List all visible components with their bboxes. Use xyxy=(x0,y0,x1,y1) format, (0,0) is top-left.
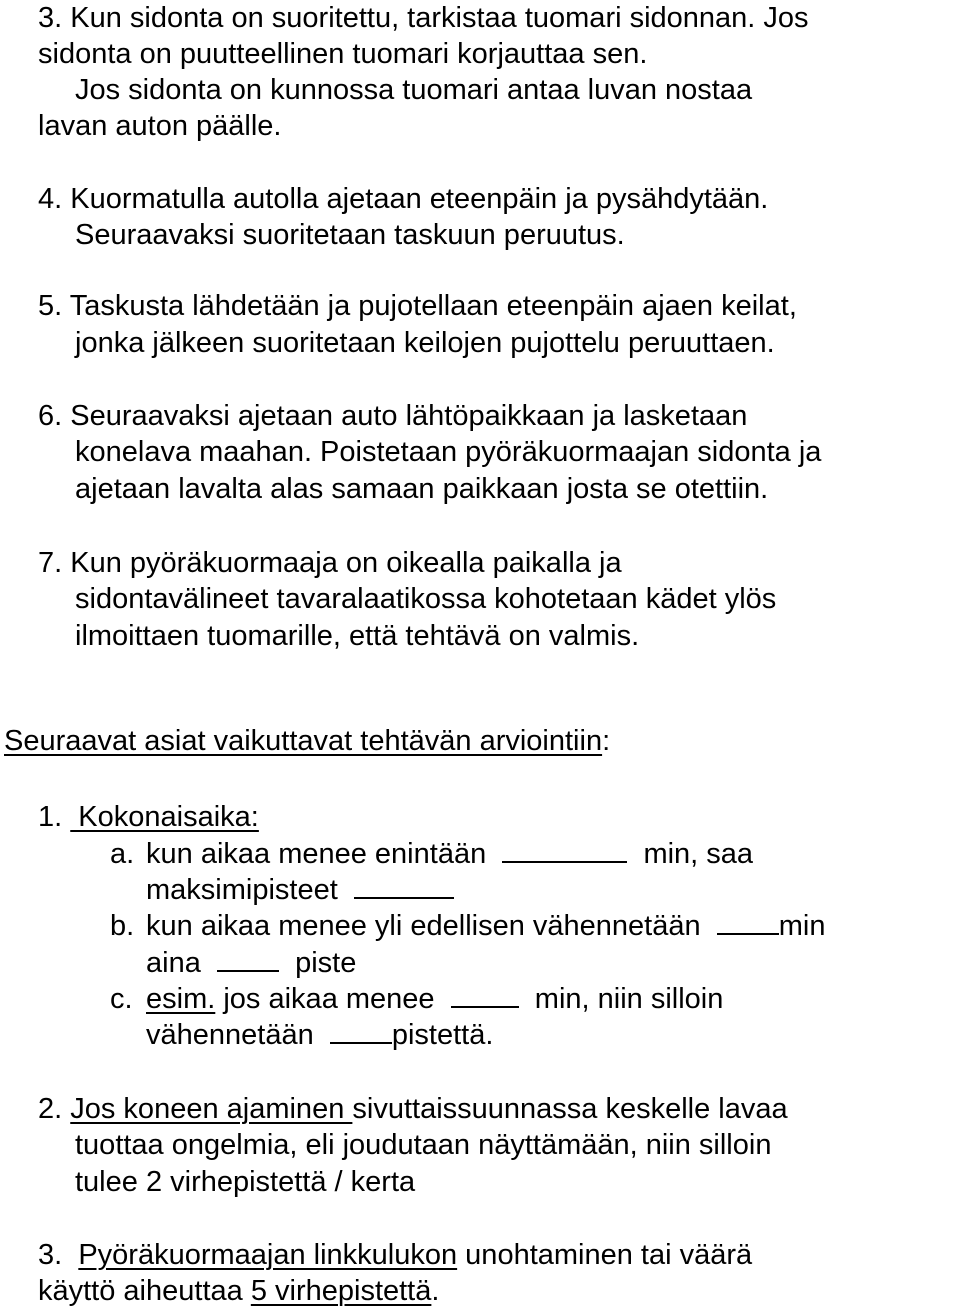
criteria-item-2-number: 2. xyxy=(38,1093,63,1125)
criteria-item-1-title-line xyxy=(38,799,259,835)
criteria-item-1b-text-2-end: piste xyxy=(295,947,357,979)
criteria-item-1a-line-1 xyxy=(146,836,753,872)
criteria-item-3-line-1 xyxy=(38,1237,752,1273)
criteria-item-1b-text-2: aina xyxy=(146,947,201,979)
step-6-line-2: konelava maahan. Poistetaan pyöräkuormaajan sidonta ja xyxy=(75,436,822,468)
criteria-item-1a-label: a. xyxy=(110,838,135,870)
criteria-item-1b-line-2 xyxy=(146,945,356,981)
criteria-item-3-line-2-end: . xyxy=(431,1275,440,1307)
criteria-item-1c-text-2: vähennetään xyxy=(146,1019,314,1051)
criteria-item-3-line-2-start: käyttö aiheuttaa xyxy=(38,1275,251,1307)
criteria-item-1b-text: kun aikaa menee yli edellisen vähennetään xyxy=(146,910,701,942)
example-minutes-blank xyxy=(451,982,519,1008)
criteria-item-1a-text: kun aikaa menee enintään xyxy=(146,838,487,870)
deduction-points-blank xyxy=(217,946,279,972)
criteria-item-1-title: Kokonaisaika: xyxy=(70,801,259,833)
criteria-item-2-rest: sivuttaissuunnassa keskelle lavaa xyxy=(352,1093,788,1125)
step-3-line-2: sidonta on puutteellinen tuomari korjauttaa sen. xyxy=(38,38,648,70)
criteria-item-1c-label: c. xyxy=(110,983,133,1015)
criteria-item-3-rest: unohtaminen tai väärä xyxy=(457,1239,753,1271)
criteria-item-1b-text-end: min xyxy=(778,910,826,942)
minutes-blank xyxy=(502,837,627,863)
criteria-item-1a-text-end: min, saa xyxy=(643,838,754,870)
criteria-item-3-number: 3. xyxy=(38,1239,63,1271)
example-points-blank xyxy=(330,1018,392,1044)
criteria-item-1-number: 1. xyxy=(38,801,63,833)
step-5-line-2: jonka jälkeen suoritetaan keilojen pujottelu peruuttaen. xyxy=(75,327,775,359)
step-3-line-4: lavan auton päälle. xyxy=(38,110,282,142)
step-7-line-3: ilmoittaen tuomarille, että tehtävä on valmis. xyxy=(75,620,640,652)
criteria-heading xyxy=(4,723,610,760)
step-5-line-1: 5. Taskusta lähdetään ja pujotellaan eteenpäin ajaen keilat, xyxy=(38,290,797,322)
criteria-item-2-underlined: Jos koneen ajaminen xyxy=(70,1093,353,1125)
criteria-item-1c-esim: esim. xyxy=(146,983,216,1015)
criteria-item-3-line-2 xyxy=(38,1273,439,1309)
criteria-item-3-underlined: Pyöräkuormaajan linkkulukon xyxy=(78,1239,458,1271)
criteria-heading-colon: : xyxy=(602,725,611,757)
criteria-item-2-line-2: tuottaa ongelmia, eli joudutaan näyttämään, niin silloin xyxy=(75,1129,772,1161)
step-4-line-1: 4. Kuormatulla autolla ajetaan eteenpäin ja pysähdytään. xyxy=(38,183,769,215)
criteria-item-2-line-1 xyxy=(38,1091,788,1127)
criteria-heading-text: Seuraavat asiat vaikuttavat tehtävän arviointiin xyxy=(4,725,603,757)
step-4-line-2: Seuraavaksi suoritetaan taskuun peruutus. xyxy=(75,219,625,251)
step-6-line-3: ajetaan lavalta alas samaan paikkaan josta se otettiin. xyxy=(75,473,769,505)
criteria-item-1c-line-1 xyxy=(146,981,723,1017)
step-7-line-2: sidontavälineet tavaralaatikossa kohotetaan kädet ylös xyxy=(75,583,777,615)
criteria-item-1c-text-end: min, niin silloin xyxy=(534,983,724,1015)
step-3-line-1: 3. Kun sidonta on suoritettu, tarkistaa tuomari sidonnan. Jos xyxy=(38,2,809,34)
criteria-item-1c-text-2-end: pistettä. xyxy=(391,1019,494,1051)
criteria-item-1c-text: jos aikaa menee xyxy=(223,983,435,1015)
deduction-minutes-blank xyxy=(717,909,779,935)
step-3-line-3: Jos sidonta on kunnossa tuomari antaa luvan nostaa xyxy=(75,74,753,106)
criteria-item-1c-line-2 xyxy=(146,1017,493,1053)
criteria-item-1b-label: b. xyxy=(110,910,135,942)
max-points-blank xyxy=(354,873,454,899)
criteria-item-3-penalty: 5 virhepistettä xyxy=(250,1275,432,1307)
criteria-item-1a-line-2 xyxy=(146,872,454,908)
step-6-line-1: 6. Seuraavaksi ajetaan auto lähtöpaikkaan ja lasketaan xyxy=(38,400,748,432)
step-7-line-1: 7. Kun pyöräkuormaaja on oikealla paikalla ja xyxy=(38,547,622,579)
criteria-item-2-line-3: tulee 2 virhepistettä / kerta xyxy=(75,1166,416,1198)
criteria-item-1b-line-1 xyxy=(146,908,825,944)
criteria-item-1a-text-2: maksimipisteet xyxy=(146,874,338,906)
